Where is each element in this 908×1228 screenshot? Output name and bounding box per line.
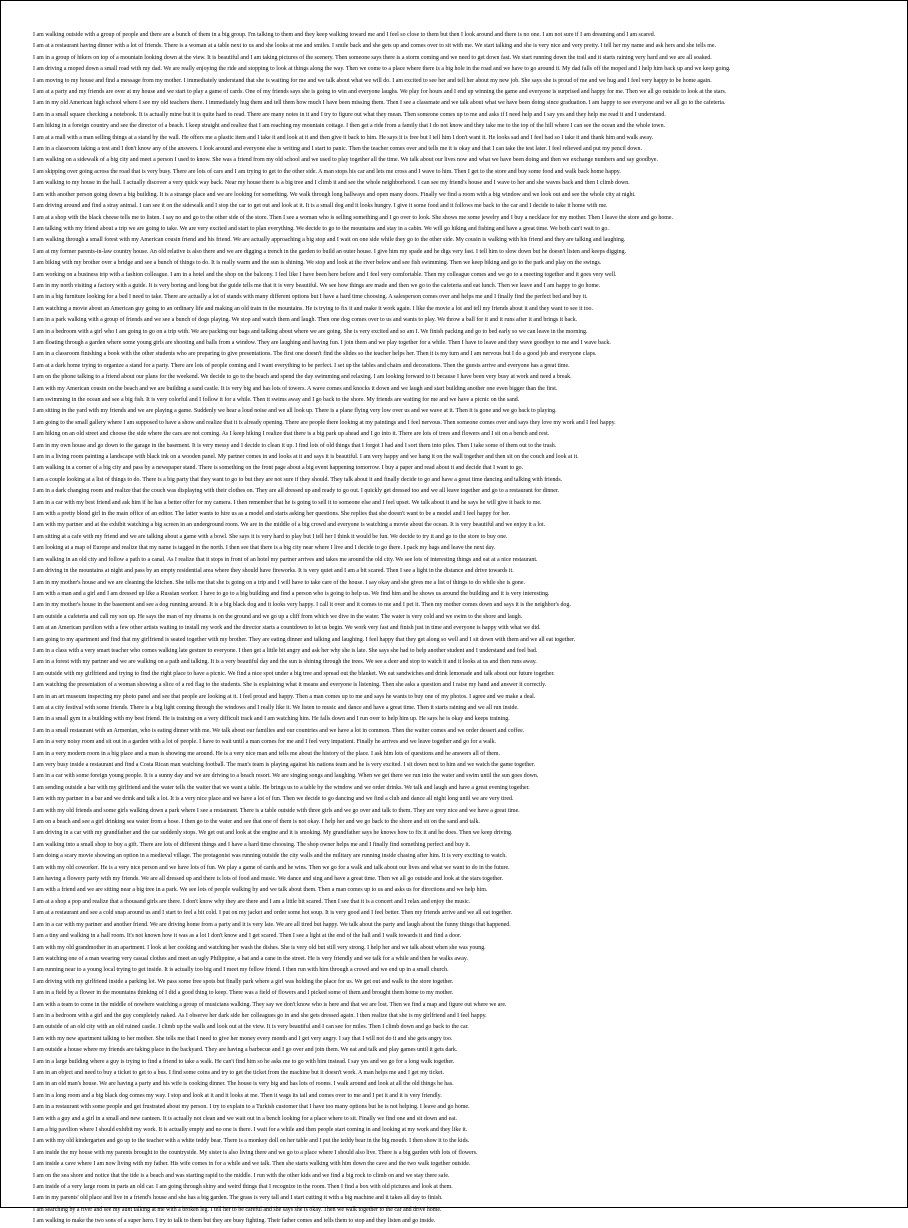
text-line: I am walking in an old city and follow a path to a canal. As I realize that it stops in front of an hotel my partner arrives and takes me around the old city. We see lots of interesting things and eat at a nice restaurant. — [33, 556, 538, 563]
text-line: I am in a bedroom with a girl and the guy completely naked. As I observe her dark side her colleagues go in and she gets dressed again. I then realize that she is my girlfriend and I feel happy. — [33, 1012, 487, 1019]
text-line: I am swimming in the ocean and see a big fish. It is very colorful and I follow it for a while. Then it swims away and I go back to the shore. My friends are waiting for me and we have a picnic on the sand. — [33, 397, 520, 403]
text-line: I am sitting at a cafe with my friend and we are talking about a game with a bowl. She says it is very hard to play but I tell her I think it would be fun. We decide to try it and go to the store to buy one. — [33, 533, 508, 540]
text-line: I am walking to make the two sons of a super hero. I try to talk to them but they are busy fighting. Their father comes and tells them to stop and they listen and go inside. — [33, 1218, 436, 1225]
text-line: I am at a restaurant having dinner with a lot of friends. There is a woman at a table next to us and she looks at me and smiles. I smile back and she gets up and comes over to sit with me. We start talking and she is very nice and very pretty. I tell her my name and ask hers and she tells me. — [33, 43, 716, 50]
text-line: I am with a team to come in the middle of nowhere watching a group of musicians walking. They say we don't know who is here and that we are lost. Then we find a map and figure out where we are. — [33, 1001, 507, 1008]
text-line: I am running near to a young local trying to get inside. It is actually too big and I meet my fellow friend. I then run with him through a crowd and we end up in a small church. — [33, 967, 449, 974]
text-line: I am in a car with my best friend and ask him if he has a better offer for my camera. I then remember that he is going to sell it to someone else and I feel upset. We talk about it and he says he will give it back to me. — [33, 499, 542, 506]
text-line: I am on the phone talking to a friend about our plans for the weekend. We decide to go to the beach and spend the day swimming and relaxing. I am looking forward to it because I have been very busy at work and need a break. — [33, 374, 572, 381]
text-line: I am sending outside a bar with my girlfriend and the water tells the waiter that we want a table. He brings us to a table by the window and we order drinks. We talk and laugh and have a great evening together. — [33, 784, 530, 791]
text-line: I am with my American cousin on the beach and we are building a sand castle. It is very big and has lots of towers. A wave comes and knocks it down and we laugh and start building another one even bigger than the first. — [33, 385, 558, 392]
text-line: I am watching the presentation of a woman showing a slice of a red flag to the students. She is explaining what it means and everyone is listening. Then she asks a question and I raise my hand and answer it correctly. — [33, 682, 547, 689]
text-line: I am in a large building where a guy is trying to find a friend to take a walk. He can't find him so he asks me to go with him instead. I say yes and we go for a long walk together. — [33, 1058, 455, 1065]
text-line: I am at a dark home trying to organize a stand for a party. There are lots of people coming and I want everything to be perfect. I set up the tables and chairs and decorations. Then the guests arrive and everyone has a great time. — [33, 362, 570, 369]
text-line: I am driving a moped down a small road with my dad. We are really enjoying the ride and stopping to look at things along the way. Then we come to a place where there is a big hole in the road and we have to go around it. My dad falls off the moped and I help him back up and we keep going. — [33, 66, 731, 73]
text-line: I am in my mother's house in the basement and see a dog running around. It is a big black dog and it looks very happy. I call it over and it comes to me and I pet it. Then my mother comes down and says it is the neighbor's dog. — [33, 602, 571, 609]
text-line: I am with another person going down a big building. It is a strange place and we are looking for something. We walk through long hallways and open many doors. Finally we find a room with a big window and we look out and see the whole city at night. — [33, 191, 636, 198]
text-line: I am at a party and my friends are over at my house and we start to play a game of cards. One of my friends says she is going to win and everyone laughs. We play for hours and I end up winning the game and everyone is surprised and happy for me. Then we all go outside to look at the stars. — [33, 89, 727, 96]
text-line: I am in an art museum inspecting my photo panel and see that people are looking at it. I feel proud and happy. Then a man comes up to me and says he wants to buy one of my photos. I agree and we make a deal. — [33, 693, 536, 700]
text-line: I am with a pretty blond girl in the main office of an editor. The latter wants to hire us as a model and starts asking her questions. She replies that she doesn't want to be a model and I feel happy for her. — [33, 511, 511, 518]
text-line: I am outside of an old city with an old ruined castle. I climb up the walls and look out at the view. It is very beautiful and I can see for miles. Then I climb down and go back to the car. — [33, 1024, 469, 1031]
text-line: I am watching a movie about an American guy going to an ordinary life and making an old train in the mountains. He is trying to fix it and make it work again. I like the movie a lot and tell my friends about it and they want to see it too. — [33, 305, 594, 312]
text-line: I am driving in a car with my grandfather and the car suddenly stops. We get out and look at the engine and it is smoking. My grandfather says he knows how to fix it and he does. Then we keep driving. — [33, 830, 513, 837]
text-line: I am in my north visiting a factory with a guide. It is very boring and long but the guide tells me that it is very beautiful. We see how things are made and then we go to the cafeteria and eat lunch. Then we leave and I am happy to go home. — [33, 282, 601, 289]
text-line: I am at an American pavilion with a few other artists waiting to install my work and the director starts a countdown to let us begin. We work very fast and finish just in time and everyone is happy with what we did. — [33, 625, 541, 632]
text-line: I am hiking in a foreign country and see the director of a beach. I keep straight and realize that I am reaching my mountain cottage. I then get a ride from a family that I do not know and they take me to the top of the hill where I can see the ocean and the whole town. — [33, 123, 666, 130]
text-line: I am at a restaurant and see a cold snap around us and I start to feel a bit cold. I put on my jacket and order some hot soup. It is very good and I feel better. Then my friends arrive and we all eat together. — [33, 910, 513, 917]
text-line: I am floating through a garden where some young girls are shooting and balls from a window. They are laughing and having fun. I join them and we play together for a while. Then I have to leave and they wave goodbye to me and I wave back. — [33, 339, 611, 346]
text-line: I am in a living room painting a landscape with black ink on a wooden panel. My partner comes in and looks at it and says it is beautiful. I am very happy and we hang it on the wall together and then sit on the couch and look at it. — [33, 454, 579, 461]
text-line: I am outside with my girlfriend and trying to find the right place to have a picnic. We find a nice spot under a big tree and spread out the blanket. We eat sandwiches and drink lemonade and talk about our future together. — [33, 670, 555, 677]
text-line: I am talking with my friend about a trip we are going to take. We are very excited and start to plan everything. We decide to go to the mountains and stay in a cabin. We will go hiking and fishing and have a great time. We both can't wait to go. — [33, 225, 609, 232]
text-line: I am in a field by a flower in the mountains thinking of I did a good thing to keep. There was a field of flowers and I picked some of them and brought them home to my mother. — [33, 990, 454, 997]
text-line: I am in a classroom finishing a book with the other students who are preparing to give presentations. The first one doesn't find the slides so the teacher helps her. Then it is my turn and I am nervous but I do a good job and everyone claps. — [33, 351, 597, 358]
text-line: I am moving to my house and find a message from my mother. I immediately understand that she is waiting for me and we talk about what we will do. I am excited to see her and tell her about my new job. She says she is proud of me and we hug and I feel very happy to be home again. — [33, 77, 712, 84]
text-line: I am on the sea shore and notice that the tide is a beach and was starting rapid to the middle. I run with the other kids and we find a big rock to climb on and we stay there safe. — [33, 1172, 450, 1179]
text-line: I am with a friend and we are sitting near a big tree in a park. We see lots of people walking by and we talk about them. Then a man comes up to us and asks us for directions and we help him. — [33, 887, 488, 894]
text-line: I am watching one of a man wearing very casual clothes and meet an ugly Philippine, a hat and a cane in the street. He is very friendly and we talk for a while and then he walks away. — [33, 955, 468, 962]
text-line: I am walking through a small forest with my American cousin friend and his friend. We are actually approaching a big stop and I wait on one side while they go to the other side. My cousin is walking with his friend and they are talking and laughing. — [33, 237, 626, 244]
text-line: I am at a shop with the black cheese tells me to listen. I say no and go to the other side of the store. Then I see a woman who is selling something and I go over to look. She shows me some jewelry and I buy a necklace for my mother. Then I leave the store and go home. — [33, 214, 674, 221]
text-line: I am going to my apartment and find that my girlfriend is seated together with my brother. They are eating dinner and talking and laughing. I feel happy that they get along so well and I sit down with them and we all eat together. — [33, 636, 576, 643]
text-line: I am outside a cafeteria and call my son up. He says the man of my dreams is on the ground and we go up a cliff from which we dive in the water. The water is very cold and we swim to the shore and laugh. — [33, 613, 523, 620]
text-line: I am in a forest with my partner and we are walking on a path and talking. It is a very beautiful day and the sun is shining through the trees. We see a deer and stop to watch it and it looks at us and then runs away. — [33, 659, 537, 666]
text-line: I am in a group of hikers on top of a mountain looking down at the view. It is beautiful and I am taking pictures of the scenery. Then someone says there is a storm coming and we need to get down fast. We start running down the trail and it starts raining very hard and we are all soaked. — [33, 54, 712, 61]
text-line: I am with my old kindergarten and go up to the teacher with a white teddy bear. There is a monkey doll on her table and I put the teddy bear in the big mouth. I then show it to the kids. — [33, 1138, 470, 1145]
text-line: I am in a very modern room in a big place and a man is showing me around. He is a very nice man and tells me about the history of the place. I ask him lots of questions and he answers all of them. — [33, 750, 501, 757]
text-line: I am walking on a sidewalk of a big city and meet a person I used to know. She was a friend from my old school and we used to play together all the time. We talk about our lives now and what we have been doing and then we exchange numbers and say goodbye. — [33, 157, 658, 164]
text-line: I am in a small square checking a notebook. It is actually mine but it is quite hard to read. There are many notes in it and I try to figure out what they mean. Then someone comes up to me and asks if I need help and I say yes and they help me read it and I understand. — [33, 111, 666, 118]
text-line: I am in a dark changing room and realize that the couch was displaying with their clothes on. They are all dressed up and ready to go out. I quickly get dressed too and we all leave together and go to a restaurant for dinner. — [33, 488, 560, 495]
text-line: I am in a park walking with a group of friends and we see a bunch of dogs playing. We stop and watch them and laugh. Then one dog comes over to us and wants to play. We throw a ball for it and it runs after it and brings it back. — [33, 317, 578, 324]
text-line: I am doing a scary movie showing an option in a medieval village. The protagonist was running outside the city walls and the military are running inside chasing after him. It is very exciting to watch. — [33, 853, 507, 860]
text-line: I am inside the my house with my parents brought to the countryside. My sister is also living there and we go to a place where I should also live. There is a big garden with lots of flowers. — [33, 1149, 478, 1156]
text-line: I am in a class with a very smart teacher who comes walking late gesture to everyone. I then get a little bit angry and ask her why she is late. She says she had to help another student and I understand and feel bad. — [33, 647, 538, 654]
text-line: I am with a guy and a girl in a small and new canteen. It is actually not clean and we wait out in a bench looking for a place where to sit. Finally we find one and sit down and eat. — [33, 1115, 458, 1122]
text-line: I am with my new apartment talking to her mother. She tells me that I need to give her money every month and I get very angry. I say that I will not do it and she gets angry too. — [33, 1035, 453, 1042]
text-line: I am a couple looking at a list of things to do. There is a big party that they want to go to but they are not sure if they should. They talk about it and finally decide to go and have a great time dancing and talking with friends. — [33, 476, 563, 483]
text-line: I am at my former parents-in-law country house. An old relative is also there and we are digging a trench in the garden to build an outer house. I give him my spade and he digs very fast. I tell him to slow down but he doesn't listen and keeps digging. — [33, 248, 627, 255]
text-line: I am at a shop a pop and realize that a thousand girls are there. I don't know why they are there and I am a little bit scared. Then I see that it is a concert and I relax and enjoy the music. — [33, 898, 471, 905]
text-line: I am on a beach and see a girl drinking sea water from a hose. I then go to the water and see that one of them is not okay. I help her and we go back to the shore and sit on the sand and talk. — [33, 819, 480, 826]
text-line: I am in my own house and go down to the garage in the basement. It is very messy and I decide to clean it up. I find lots of old things that I forgot I had and I sort them into piles. Then I take some of them out to the trash. — [33, 442, 557, 449]
text-line: I am very busy inside a restaurant and find a Costa Rican man watching football. The man's team is playing against his nations team and he is very excited. I sit down next to him and we watch the game together. — [33, 762, 535, 768]
text-line: I am driving in the mountains at night and pass by an empty residential area where they should have fireworks. It is very quiet and I am a bit scared. Then I see a light in the distance and drive towards it. — [33, 568, 514, 575]
text-line: I am biking with my brother over a bridge and see a bunch of things to do. It is really warm and the sun is shining. We stop and look at the river below and see fish swimming. Then we keep biking and go to the park and play on the swings. — [33, 260, 602, 267]
text-line: I am in an object and need to buy a ticket to get to a bus. I find some coins and try to get the ticket from the machine but it doesn't work. A man helps me and I get my ticket. — [33, 1069, 444, 1076]
text-line: I am in my old American high school where I see my old teachers there. I immediately hug them and tell them how much I have been missing them. Then I see a classmate and we talk about what we have been doing since graduation. I am happy to see everyone and we all go to the cafeteria. — [33, 100, 726, 107]
text-line: I am walking into a small shop to buy a gift. There are lots of different things and I have a hard time choosing. The shop owner helps me and I finally find something perfect and buy it. — [33, 841, 471, 848]
text-line: I am in an old man's house. We are having a party and his wife is cooking dinner. The house is very big and has lots of rooms. I walk around and look at all the old things he has. — [33, 1081, 454, 1088]
text-line: I am walking to my house in the hall. I actually discover a very quick way back. Near my house there is a big tree and I climb it and see the whole neighborhood. I can see my friend's house and I wave to her and she waves back and then I climb down. — [33, 180, 630, 187]
text-line: I am walking outside with a group of people and there are a bunch of them in a big group. I'm talking to them and they keep walking toward me and I feel so close to them but then I look around and there is no one. I am not sure if I am dreaming and I am scared. — [33, 32, 656, 38]
text-line: I am in a bedroom with a girl who I am going to go on a trip with. We are packing our bags and talking about where we are going. She is very excited and so am I. We finish packing and go to bed early so we can leave in the morning. — [33, 328, 588, 335]
text-line: I am in a very noisy room and sit out in a garden with a lot of people. I have to wait until a man comes for me and I feel very impatient. Finally he arrives and we leave together and go for a walk. — [33, 739, 497, 746]
text-line: I am in a restaurant with some people and get frustrated about my person. I try to explain to a Turkish customer that I have too many options but he is not helping. I leave and go home. — [33, 1104, 470, 1111]
text-line: I am in a big furniture looking for a bed I need to take. There are actually a lot of stands with many different options but I have a hard time choosing. A salesperson comes over and helps me and I finally find the perfect bed and buy it. — [33, 294, 588, 301]
text-line: I am in a car with my partner and another friend. We are driving home from a party and it is very late. We are all tired but happy. We talk about the party and laugh about the funny things that happened. — [33, 921, 511, 928]
text-line: I am at a city festival with some friends. There is a big light coming through the windows and I really like it. We listen to music and dance and have a great time. Then it starts raining and we all run inside. — [33, 704, 519, 711]
text-line: I am in a small gym in a building with my best friend. He is training on a very difficult track and I am watching him. He falls down and I run over to help him up. He says he is okay and keeps training. — [33, 716, 510, 723]
text-line: I am outside a house where my friends are taking place in the backyard. They are having a barbecue and I go over and join them. We eat and talk and play games until it gets dark. — [33, 1047, 458, 1054]
text-line: I am inside a cave where I am now living with my father. His wife comes in for a while and we talk. Then she starts walking with him down the cave and the two walk together outside. — [33, 1161, 471, 1168]
text-line: I am having a flowery party with my friends. We are all dressed up and there is lots of food and music. We dance and sing and have a great time. Then we all go outside and look at the stars together. — [33, 876, 504, 883]
text-line: I am in a classroom taking a test and I don't know any of the answers. I look around and everyone else is writing and I start to panic. Then the teacher comes over and tells me it is okay and that I can take the test later. I feel relieved and put my pencil down. — [33, 146, 642, 153]
text-line: I am a big pavilion where I should exhibit my work. It is actually empty and no one is there. I wait for a while and then people start coming in and looking at my work and they like it. — [33, 1127, 468, 1133]
text-line: I am skipping over going across the road that is very busy. There are lots of cars and I am trying to get to the other side. A man stops his car and lets me cross and I wave to him. Then I get to the store and buy some food and walk back home happy. — [33, 168, 621, 175]
text-line: I am a tiny and walking in a hall room. It's not known how it was as a lot I don't know and I get scared. Then I see a light at the end of the hall and I walk towards it and find a door. — [33, 933, 462, 940]
text-line: I am going to the small gallery where I am supposed to have a show and realize that it is already opening. There are people there looking at my paintings and I feel nervous. Then someone comes over and says they love my work and I feel happy. — [33, 419, 616, 426]
text-line: I am in my mother's house and we are cleaning the kitchen. She tells me that she is going on a trip and I will have to take care of the house. I say okay and she gives me a list of things to do while she is gone. — [33, 579, 525, 586]
text-line: I am with a man and a girl and I am dressed up like a Russian worker. I have to go to a big building and find a person who is going to help us. We find him and he shows us around the building and it is very interesting. — [33, 590, 550, 597]
text-line: I am in a car with some foreign young people. It is a sunny day and we are driving to a beach resort. We are singing songs and laughing. When we get there we run into the water and swim until the sun goes down. — [33, 773, 539, 780]
text-line: I am with my partner and at the exhibit watching a big screen in an underground room. We are in the middle of a big crowd and everyone is watching a movie about the ocean. It is very beautiful and we enjoy it a lot. — [33, 522, 546, 529]
text-line: I am with my old friends and some girls walking down a park where I see a restaurant. There is a table outside with three girls and we go over and talk to them. They are very nice and we have a great time. — [33, 807, 520, 814]
text-line: I am hiking on an old street and choose the side where the cars are not coming. As I keep hiking I realize that there is a big park up ahead and I go into it. There are lots of trees and flowers and I sit on a bench and rest. — [33, 431, 550, 438]
text-line: I am driving around and find a stray animal. I can see it on the sidewalk and I stop the car to get out and look at it. It is a small dog and it looks hungry. I give it some food and it follows me back to the car and I decide to take it home with me. — [33, 203, 608, 210]
text-line: I am in a small restaurant with an Armenian, who is eating dinner with me. We talk about our families and our countries and we have a lot in common. Then the waiter comes and we order dessert and coffee. — [33, 727, 525, 734]
text-line: I am with my old coworker. He is a very nice person and we have lots of fun. We play a game of cards and he wins. Then we go for a walk and talk about our lives and what we want to do in the future. — [33, 864, 510, 871]
text-line: I am looking at a map of Europe and realize that my name is tagged in the north. I then see that there is a big city near where I live and I decide to go there. I pack my bags and leave the next day. — [33, 545, 496, 552]
text-line: I am searching by a river and see my aunt talking at me with a broken leg. I tell her to be careful and she says she is okay. Then we walk together to the car and drive home. — [33, 1206, 442, 1213]
text-line: I am in a long room and a big black dog comes my way. I stop and look at it and it looks at me. Then it wags its tail and comes over to me and I pet it and it is very friendly. — [33, 1092, 442, 1099]
text-line: I am inside of a very large room in parts an old car. I am going through shiny and weird things that I recognize in the room. Then I find a box with old pictures and look at them. — [33, 1184, 453, 1191]
text-line: I am in my parents' old place and live in a friend's house and she has a big garden. The grass is very tall and I start cutting it with a big machine and it takes all day to finish. — [33, 1195, 443, 1202]
text-line: I am working on a business trip with a fashion colleague. I am in a hotel and the shop on the balcony. I feel like I have been here before and I feel very comfortable. Then my colleague comes and we go to a meeting together and it goes very well. — [33, 271, 617, 278]
text-line: I am driving with my girlfriend inside a parking lot. We pass some free spots but finally park where a girl was holding the place for us. We get out and walk to the store together. — [33, 978, 454, 985]
text-line: I am with my old grandmother in an apartment. I look at her cooking and watching her wash the dishes. She is very old but still very strong. I help her and we talk about when she was young. — [33, 944, 486, 951]
text-line: I am with my partner in a bar and we drink and talk a lot. It is a very nice place and we have a lot of fun. Then we decide to go dancing and we find a club and dance all night long until we are very tired. — [33, 796, 514, 803]
text-line: I am walking in a corner of a big city and pass by a newspaper stand. There is something on the front page about a big event happening tomorrow. I buy a paper and read about it and decide that I want to go. — [33, 465, 524, 472]
text-line: I am at a mall with a man selling things at a stand by the wall. He offers me a plastic item and I take it and look at it and then give it back to him. He says it is free but I tell him I don't want it. He looks sad and I feel bad so I take it and thank him and walk away. — [33, 134, 654, 141]
text-line: I am sitting in the yard with my friends and we are playing a game. Suddenly we hear a loud noise and we all look up. There is a plane flying very low over us and we wave at it. Then it is gone and we go back to playing. — [33, 408, 557, 415]
document-text-body — [33, 30, 875, 1225]
